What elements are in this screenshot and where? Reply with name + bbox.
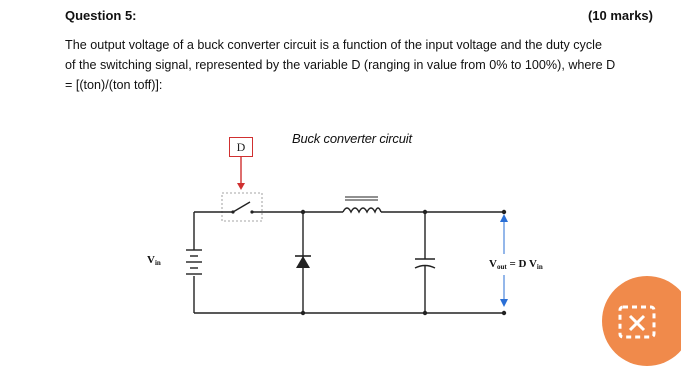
question-body-line: = [(ton)/(ton toff)]: [65,78,163,92]
question-body-line: of the switching signal, represented by the variable D (ranging in value from 0% to 100%), where D [65,58,616,72]
vout-arrow-down-icon [500,299,508,307]
vout-label: $V_{out} = D$ $V_{in}$ [489,258,543,271]
diode-icon [296,256,310,268]
duty-cycle-box: D [229,137,253,157]
question-marks: (10 marks) [587,8,653,23]
circuit-title: Buck converter circuit [292,131,412,146]
question-body-line: The output voltage of a buck converter circuit is a function of the input voltage and the duty cycle [65,38,602,52]
close-icon[interactable] [617,302,657,342]
vout-arrow-up-icon [500,214,508,222]
question-title: Question 5: [65,8,137,23]
vin-label: $V_{in}$ [147,254,161,267]
duty-arrow-icon [237,183,245,190]
